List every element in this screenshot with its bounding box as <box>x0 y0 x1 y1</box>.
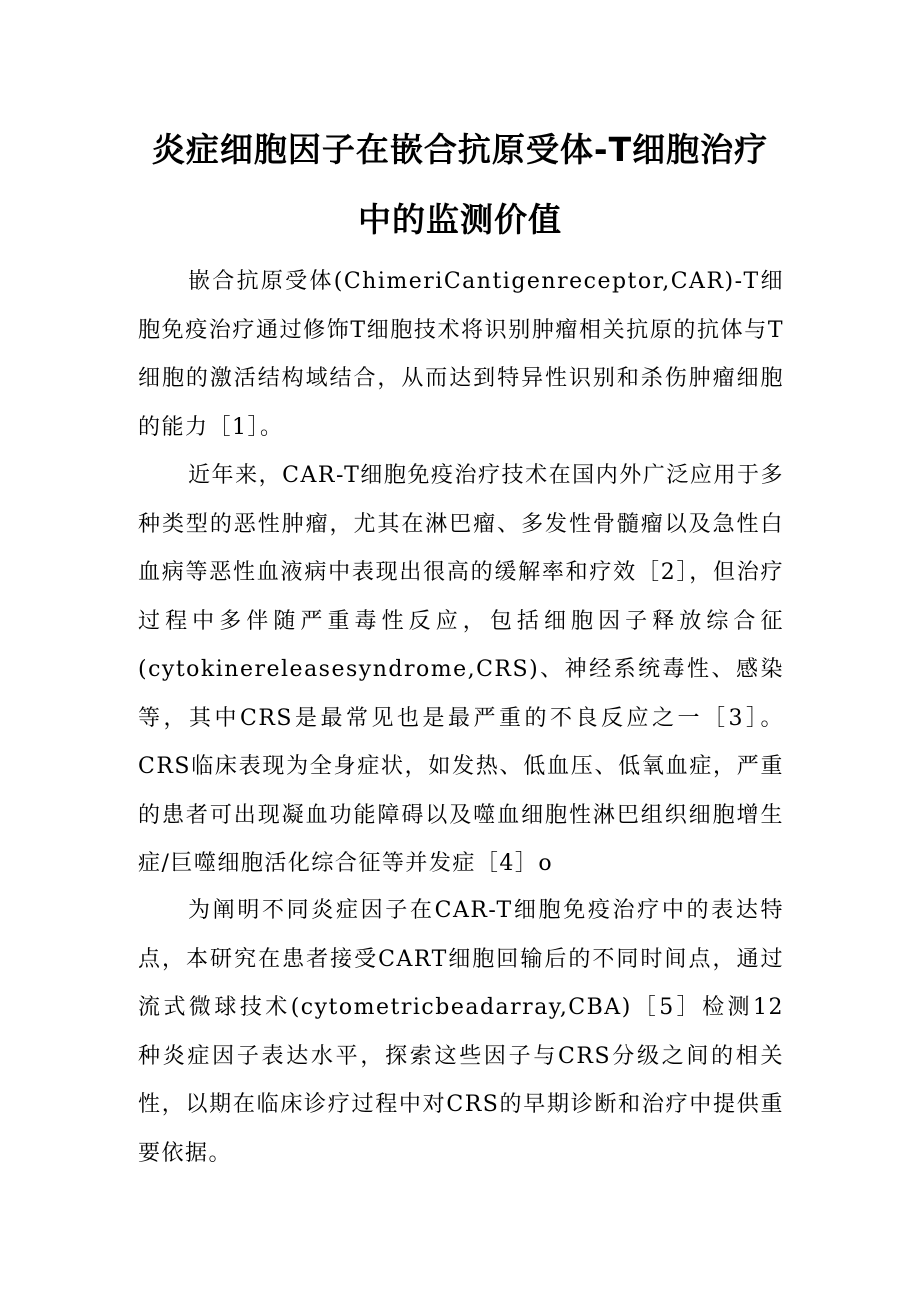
body-paragraph-2 <box>138 452 784 889</box>
document-title-line-1: 炎症细胞因子在嵌合抗原受体-T细胞治疗 <box>151 130 769 169</box>
body-paragraph-1 <box>138 258 784 452</box>
paragraph-text: 近年来，CAR-T细胞免疫治疗技术在国内外广泛应用于多种类型的恶性肿瘤，尤其在淋巴瘤、多发性骨髓瘤以及急性白血病等恶性血液病中表现出很高的缓解率和疗效［2］，但治疗过程中多伴随严重毒性反应，包括细胞因子释放综合征(cytokinereleasesyndrome,CRS)、神经系统毒性、感染等，其中CRS是最常见也是最严重的不良反应之一［3］。CRS临床表现为全身症状，如发热、低血压、低氧血症，严重的患者可出现凝血功能障碍以及噬血细胞性淋巴组织细胞增生症/巨噬细胞活化综合征等并发症［4］o <box>138 463 784 876</box>
paragraph-text: 嵌合抗原受体(ChimeriCantigenreceptor,CAR)-T细胞免疫治疗通过修饰T细胞技术将识别肿瘤相关抗原的抗体与T细胞的激活结构域结合，从而达到特异性识别和杀伤肿瘤细胞的能力［1］。 <box>138 269 784 440</box>
document-title-line-2: 中的监测价值 <box>358 200 562 239</box>
paragraph-text: 为阐明不同炎症因子在CAR-T细胞免疫治疗中的表达特点，本研究在患者接受CART细胞回输后的不同时间点，通过流式微球技术(cytometricbeadarray,CBA)［5］检测12种炎症因子表达水平，探索这些因子与CRS分级之间的相关性，以期在临床诊疗过程中对CRS的早期诊断和治疗中提供重要依据。 <box>138 898 784 1166</box>
body-paragraph-3 <box>138 887 784 1178</box>
